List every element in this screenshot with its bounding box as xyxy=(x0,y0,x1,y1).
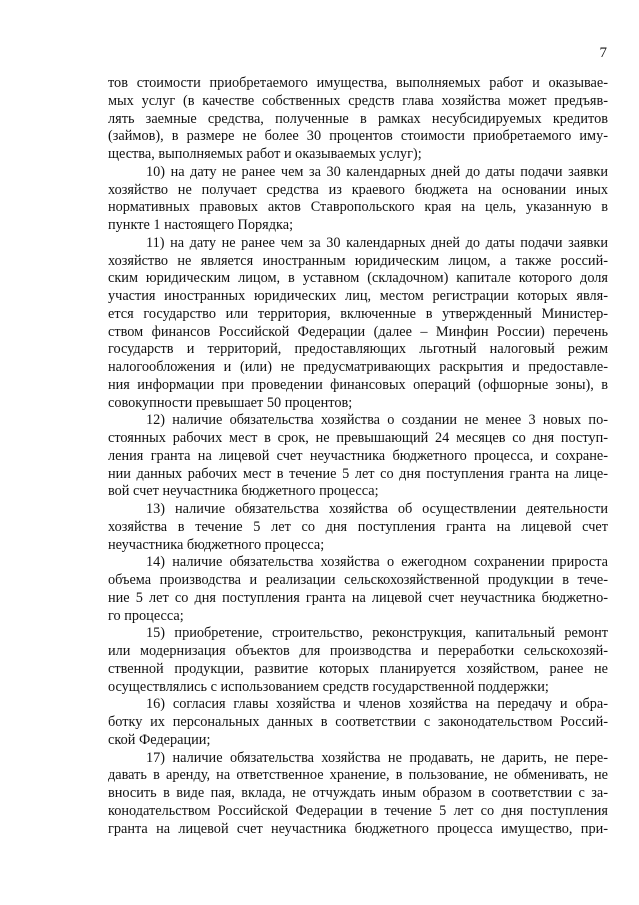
text-line: или модернизация объектов для производства и переработки сельскохозяй- xyxy=(108,643,608,659)
text-line: ским юридическим лицом, в уставном (складочном) капитале которого доля xyxy=(108,270,608,287)
text-line: мых услуг (в качестве собственных средств глава хозяйства может предъяв- xyxy=(108,92,608,109)
text-line: ется государство или территория, включенные в утвержденный Министер- xyxy=(108,305,608,322)
text-line: вносить в виде пая, вклада, не отчуждать иным образом в соответствии с за- xyxy=(108,785,608,801)
text-line: ления гранта на лицевой счет неучастника бюджетного процесса, и сохране- xyxy=(108,447,608,464)
text-line: щества, выполняемых работ и оказываемых услуг); xyxy=(108,146,422,162)
text-line: 13) наличие обязательства хозяйства об осуществлении деятельности xyxy=(146,501,608,517)
text-line: 10) на дату не ранее чем за 30 календарных дней до даты подачи заявки xyxy=(146,163,608,180)
text-line: 17) наличие обязательства хозяйства не продавать, не дарить, не пере- xyxy=(146,749,608,766)
document-body xyxy=(108,75,608,838)
text-line: лять заемные средства, полученные в рамках несубсидируемых кредитов xyxy=(108,110,608,127)
text-line: объема производства и реализации сельскохозяйственной продукции в тече- xyxy=(108,572,608,588)
page-number: 7 xyxy=(599,45,607,61)
text-line: ния информации при проведении финансовых операций (офшорные зоны), в xyxy=(108,376,608,393)
text-line: давать в аренду, на ответственное хранение, в пользование, не обменивать, не xyxy=(108,767,608,784)
text-line: ботку их персональных данных в соответствии с законодательством Россий- xyxy=(108,714,608,730)
text-line: тов стоимости приобретаемого имущества, выполняемых работ и оказывае- xyxy=(108,75,608,91)
text-line: вой счет неучастника бюджетного процесса; xyxy=(108,483,379,500)
text-line: ственной продукции, развитие которых планируется хозяйством, ранее не xyxy=(108,660,608,677)
text-line: нии данных рабочих мест в течение 5 лет со дня поступления гранта на лице- xyxy=(108,465,608,482)
text-line: государств и территорий, предоставляющих льготный налоговый режим xyxy=(108,341,608,358)
text-line: пункте 1 настоящего Порядка; xyxy=(108,217,294,233)
text-line: 15) приобретение, строительство, реконструкция, капитальный ремонт xyxy=(146,625,608,642)
text-line: ством финансов Российской Федерации (далее – Минфин России) перечень xyxy=(108,323,608,340)
text-line: (займов), в размере не более 30 процентов стоимости приобретаемого иму- xyxy=(108,128,608,145)
text-line: ние 5 лет со дня поступления гранта на лицевой счет неучастника бюджетно- xyxy=(108,589,608,606)
text-line: 16) согласия главы хозяйства и членов хозяйства на передачу и обра- xyxy=(146,696,608,713)
text-line: ской Федерации; xyxy=(108,731,211,748)
text-line: конодательством Российской Федерации в течение 5 лет со дня поступления xyxy=(108,802,608,819)
text-line: участия иностранных юридических лиц, местом регистрации которых явля- xyxy=(108,288,608,304)
text-line: хозяйство не получает средства из краевого бюджета на основании иных xyxy=(108,181,608,198)
text-line: нормативных правовых актов Ставропольского края на цель, указанную в xyxy=(108,199,608,216)
text-line: 12) наличие обязательства хозяйства о создании не менее 3 новых по- xyxy=(146,412,608,429)
text-line: гранта на лицевой счет неучастника бюджетного процесса имущество, при- xyxy=(108,820,608,837)
text-line: 14) наличие обязательства хозяйства о ежегодном сохранении прироста xyxy=(146,554,608,571)
text-line: стоянных рабочих мест в срок, не превышающий 24 месяцев со дня поступ- xyxy=(108,430,608,446)
text-line: 11) на дату не ранее чем за 30 календарных дней до даты подачи заявки xyxy=(146,234,608,251)
text-line: неучастника бюджетного процесса; xyxy=(108,536,325,553)
text-line: го процесса; xyxy=(108,607,184,624)
text-line: хозяйство не является иностранным юридическим лицом, а также россий- xyxy=(108,252,608,269)
text-line: совокупности превышает 50 процентов; xyxy=(108,394,353,411)
text-line: осуществлялись с использованием средств государственной поддержки; xyxy=(108,678,549,695)
text-line: налогообложения и (или) не предусматривающих раскрытия и предоставле- xyxy=(108,359,608,375)
text-line: хозяйства в течение 5 лет со дня поступления гранта на лицевой счет xyxy=(108,518,608,535)
